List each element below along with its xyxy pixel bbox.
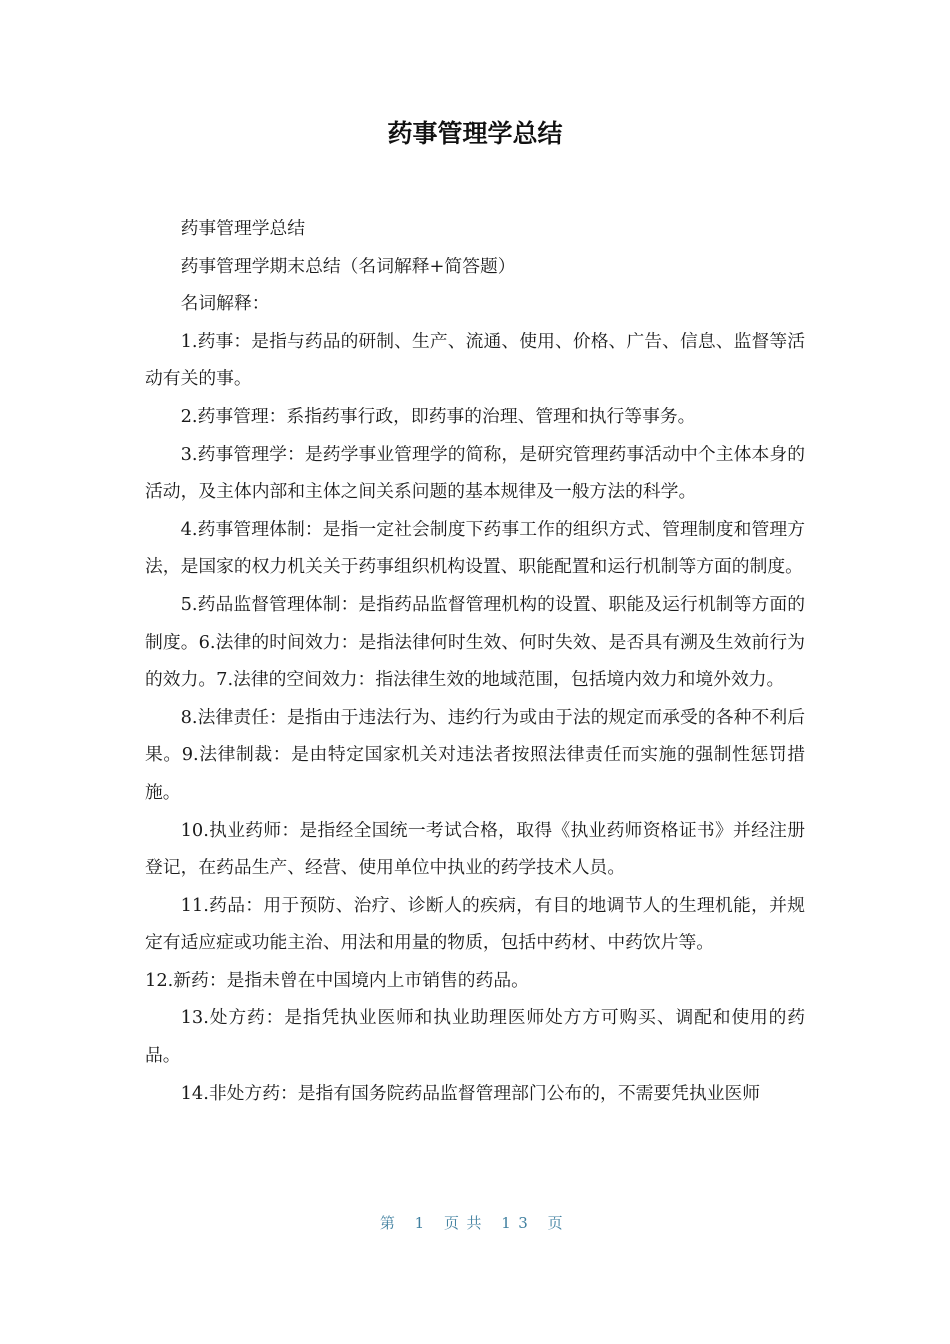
paragraph-heading: 药事管理学总结 — [180, 218, 306, 239]
paragraph-term-11: 11.药品：用于预防、治疗、诊断人的疾病，有目的地调节人的生理机能，并规定有适应症或功能主治、用法和用量的物质，包括中药材、中药饮片等。 — [145, 894, 805, 954]
paragraph-term-2: 2.药事管理：系指药事行政，即药事的治理、管理和执行等事务。 — [180, 405, 696, 427]
paragraph-term-12: 12.新药：是指未曾在中国境内上市销售的药品。 — [145, 969, 529, 991]
page-number-footer: 第 1 页共 13 页 — [379, 1214, 571, 1232]
paragraph-term-4: 4.药事管理体制：是指一定社会制度下药事工作的组织方式、管理制度和管理方法，是国家的权力机关关于药事组织机构设置、职能配置和运行机制等方面的制度。 — [145, 518, 805, 578]
paragraph-subtitle: 药事管理学期末总结（名词解释+简答题） — [180, 255, 516, 277]
document-title: 药事管理学总结 — [387, 119, 563, 148]
document-body — [145, 210, 805, 1112]
paragraph-term-13: 13.处方药：是指凭执业医师和执业助理医师处方方可购买、调配和使用的药品。 — [145, 1007, 805, 1067]
paragraph-section-label: 名词解释： — [180, 293, 270, 315]
paragraph-term-10: 10.执业药师：是指经全国统一考试合格，取得《执业药师资格证书》并经注册登记，在药品生产、经营、使用单位中执业的药学技术人员。 — [145, 819, 805, 879]
paragraph-term-8-9: 8.法律责任：是指由于违法行为、违约行为或由于法的规定而承受的各种不利后果。9.法律制裁：是由特定国家机关对违法者按照法律责任而实施的强制性惩罚措施。 — [145, 706, 805, 803]
paragraph-term-5-7: 5.药品监督管理体制：是指药品监督管理机构的设置、职能及运行机制等方面的制度。6.法律的时间效力：是指法律何时生效、何时失效、是否具有溯及生效前行为的效力。7.法律的空间效力：指法律生效的地域范围，包括境内效力和境外效力。 — [145, 593, 805, 691]
paragraph-term-1: 1.药事：是指与药品的研制、生产、流通、使用、价格、广告、信息、监督等活动有关的事。 — [145, 330, 805, 390]
paragraph-term-14: 14.非处方药：是指有国务院药品监督管理部门公布的，不需要凭执业医师 — [180, 1082, 761, 1104]
paragraph-term-3: 3.药事管理学：是药学事业管理学的简称，是研究管理药事活动中个主体本身的活动，及主体内部和主体之间关系问题的基本规律及一般方法的科学。 — [145, 443, 805, 503]
